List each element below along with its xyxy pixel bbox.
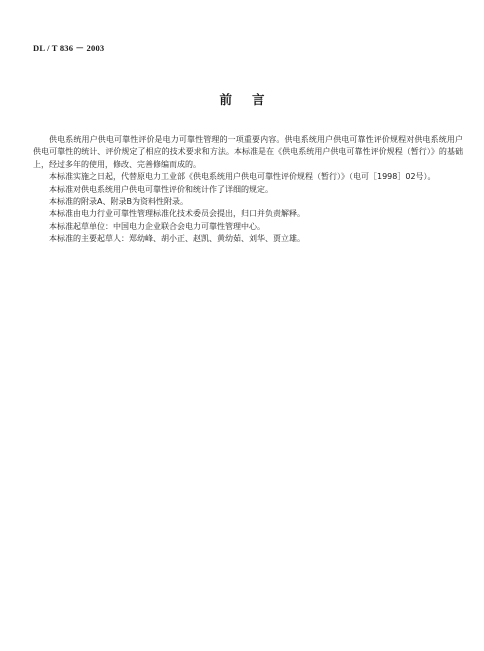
page-title: 前言 [219,92,285,107]
paragraph-intro: 供电系统用户供电可靠性评价是电力可靠性管理的一项重要内容。供电系统用户供电可靠性评价规程对供电系统用户供电可靠性的统计、评价规定了相应的技术要求和方法。本标准是在《供电系统用户供电可靠性评价规程（暂行）》的基础上，经过多年的使用，修改、完善修编而成的。 [33,135,463,169]
paragraph-scope: 本标准对供电系统用户供电可靠性评价和统计作了详细的规定。 [49,184,273,194]
paragraph-appendix: 本标准的附录A、附录B为资料性附录。 [49,197,188,207]
paragraph-drafters: 本标准的主要起草人：郑幼峰、胡小正、赵凯、黄幼茹、刘华、贾立雄。 [49,234,305,244]
standard-code: DL / T 836 － 2003 [33,43,105,53]
paragraph-drafting-unit: 本标准起草单位：中国电力企业联合会电力可靠性管理中心。 [49,221,265,231]
paragraph-proposer: 本标准由电力行业可靠性管理标准化技术委员会提出，归口并负责解释。 [49,209,305,219]
foreword-body [33,134,463,246]
paragraph-replacement: 本标准实施之日起，代替原电力工业部《供电系统用户供电可靠性评价规程（暂行）》（电可［1998］02号）。 [49,172,436,182]
